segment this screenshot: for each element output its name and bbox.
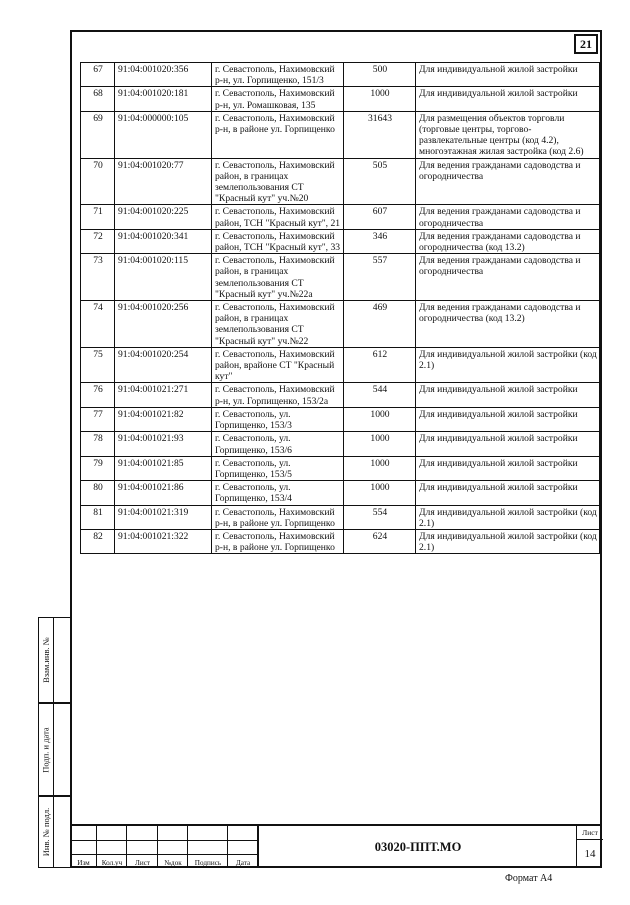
- sheet-label: Лист: [577, 828, 603, 840]
- row-number-cell: 75: [81, 347, 115, 383]
- tb-header-ndok: №док: [164, 859, 182, 867]
- sheet-cell: [576, 826, 603, 868]
- table-row: [81, 456, 600, 480]
- table-row: [81, 63, 600, 87]
- address-cell: г. Севастополь, Нахимовский район, в границах землепользования СТ "Красный кут" уч.№20: [212, 158, 344, 205]
- strip-sign-date: [38, 703, 70, 796]
- address-cell: г. Севастополь, ул. Горпищенко, 153/4: [212, 481, 344, 505]
- strip-label-inv-orig: Инв. № подл.: [41, 807, 51, 857]
- cadastral-number-cell: 91:04:001020:356: [115, 63, 212, 87]
- table-row: [81, 529, 600, 553]
- document-code: 03020-ППТ.МО: [258, 826, 577, 868]
- permitted-use-cell: Для индивидуальной жилой застройки: [416, 407, 600, 431]
- row-number-cell: 76: [81, 383, 115, 407]
- cadastral-number-cell: 91:04:001020:115: [115, 254, 212, 301]
- area-value-cell: 557: [344, 254, 416, 301]
- cadastral-number-cell: 91:04:000000:105: [115, 111, 212, 158]
- area-value-cell: 624: [344, 529, 416, 553]
- table-row: [81, 301, 600, 348]
- table-row: [81, 87, 600, 111]
- permitted-use-cell: Для ведения гражданами садоводства и огородничества: [416, 205, 600, 229]
- cadastral-number-cell: 91:04:001020:256: [115, 301, 212, 348]
- cadastral-number-cell: 91:04:001020:341: [115, 229, 212, 253]
- strip-label-sign-date: Подп. и дата: [41, 726, 52, 773]
- cadastral-number-cell: 91:04:001021:319: [115, 505, 212, 529]
- permitted-use-cell: Для индивидуальной жилой застройки: [416, 432, 600, 456]
- cadastral-number-cell: 91:04:001021:86: [115, 481, 212, 505]
- permitted-use-cell: Для ведения гражданами садоводства и огородничества (код 13.2): [416, 229, 600, 253]
- area-value-cell: 1000: [344, 407, 416, 431]
- permitted-use-cell: Для индивидуальной жилой застройки (код 2.1): [416, 347, 600, 383]
- cadastral-number-cell: 91:04:001021:82: [115, 407, 212, 431]
- permitted-use-cell: Для индивидуальной жилой застройки (код 2.1): [416, 529, 600, 553]
- table-row: [81, 229, 600, 253]
- title-block-grid: [70, 826, 258, 868]
- cadastral-number-cell: 91:04:001021:322: [115, 529, 212, 553]
- table-row: [81, 111, 600, 158]
- table-row: [81, 254, 600, 301]
- address-cell: г. Севастополь, Нахимовский р-н, в районе ул. Горпищенко: [212, 505, 344, 529]
- address-cell: г. Севастополь, Нахимовский р-н, ул. Горпищенко, 151/3: [212, 63, 344, 87]
- address-cell: г. Севастополь, Нахимовский район, в границах землепользования СТ "Красный кут" уч.№22а: [212, 254, 344, 301]
- area-value-cell: 469: [344, 301, 416, 348]
- cadastral-number-cell: 91:04:001021:93: [115, 432, 212, 456]
- tb-header-date: Дата: [235, 859, 251, 867]
- cadastral-number-cell: 91:04:001021:271: [115, 383, 212, 407]
- area-value-cell: 607: [344, 205, 416, 229]
- table-row: [81, 347, 600, 383]
- address-cell: г. Севастополь, Нахимовский р-н, ул. Горпищенко, 153/2а: [212, 383, 344, 407]
- permitted-use-cell: Для размещения объектов торговли (торговые центры, торгово-развлекательные центры (код 4.2), многоэтажная жилая застройка (код 2.6): [416, 111, 600, 158]
- table-row: [81, 432, 600, 456]
- table-row: [81, 205, 600, 229]
- row-number-cell: 81: [81, 505, 115, 529]
- row-number-cell: 77: [81, 407, 115, 431]
- permitted-use-cell: Для ведения гражданами садоводства и огородничества: [416, 254, 600, 301]
- row-number-cell: 72: [81, 229, 115, 253]
- permitted-use-cell: Для ведения гражданами садоводства и огородничества (код 13.2): [416, 301, 600, 348]
- address-cell: г. Севастополь, Нахимовский район, ТСН "Красный кут", 33: [212, 229, 344, 253]
- row-number-cell: 80: [81, 481, 115, 505]
- area-value-cell: 1000: [344, 432, 416, 456]
- table-body: [81, 63, 600, 554]
- format-label: Формат А4: [505, 873, 553, 884]
- cadastral-number-cell: 91:04:001020:181: [115, 87, 212, 111]
- row-number-cell: 82: [81, 529, 115, 553]
- table-row: [81, 505, 600, 529]
- row-number-cell: 79: [81, 456, 115, 480]
- address-cell: г. Севастополь, Нахимовский район, в границах землепользования СТ "Красный кут" уч.№22: [212, 301, 344, 348]
- table-row: [81, 481, 600, 505]
- tb-header-sign: Подпись: [194, 859, 222, 867]
- area-value-cell: 346: [344, 229, 416, 253]
- area-value-cell: 544: [344, 383, 416, 407]
- title-block: [70, 824, 602, 868]
- row-number-cell: 78: [81, 432, 115, 456]
- area-value-cell: 1000: [344, 456, 416, 480]
- area-value-cell: 612: [344, 347, 416, 383]
- permitted-use-cell: Для индивидуальной жилой застройки: [416, 87, 600, 111]
- cadastral-number-cell: 91:04:001021:85: [115, 456, 212, 480]
- row-number-cell: 71: [81, 205, 115, 229]
- table-row: [81, 383, 600, 407]
- sheet-number: 14: [584, 848, 596, 860]
- table-row: [81, 407, 600, 431]
- tb-header-izm: Изм: [77, 859, 90, 867]
- address-cell: г. Севастополь, Нахимовский район, врайоне СТ "Красный кут": [212, 347, 344, 383]
- row-number-cell: 67: [81, 63, 115, 87]
- address-cell: г. Севастополь, ул. Горпищенко, 153/6: [212, 432, 344, 456]
- table-row: [81, 158, 600, 205]
- page-number-box: [574, 34, 598, 54]
- address-cell: г. Севастополь, Нахимовский р-н, в районе ул. Горпищенко: [212, 111, 344, 158]
- permitted-use-cell: Для индивидуальной жилой застройки: [416, 63, 600, 87]
- strip-inv-orig: [38, 796, 70, 868]
- address-cell: г. Севастополь, ул. Горпищенко, 153/3: [212, 407, 344, 431]
- area-value-cell: 1000: [344, 87, 416, 111]
- row-number-cell: 73: [81, 254, 115, 301]
- area-value-cell: 554: [344, 505, 416, 529]
- cadastral-number-cell: 91:04:001020:77: [115, 158, 212, 205]
- page-number: 21: [580, 36, 592, 51]
- row-number-cell: 74: [81, 301, 115, 348]
- address-cell: г. Севастополь, ул. Горпищенко, 153/5: [212, 456, 344, 480]
- permitted-use-cell: Для ведения гражданами садоводства и огородничества: [416, 158, 600, 205]
- row-number-cell: 69: [81, 111, 115, 158]
- address-cell: г. Севастополь, Нахимовский район, ТСН "Красный кут", 21: [212, 205, 344, 229]
- permitted-use-cell: Для индивидуальной жилой застройки (код 2.1): [416, 505, 600, 529]
- tb-header-kol: Кол.уч: [101, 859, 123, 867]
- area-value-cell: 1000: [344, 481, 416, 505]
- permitted-use-cell: Для индивидуальной жилой застройки: [416, 481, 600, 505]
- permitted-use-cell: Для индивидуальной жилой застройки: [416, 456, 600, 480]
- row-number-cell: 68: [81, 87, 115, 111]
- address-cell: г. Севастополь, Нахимовский р-н, ул. Ромашковая, 135: [212, 87, 344, 111]
- permitted-use-cell: Для индивидуальной жилой застройки: [416, 383, 600, 407]
- cadastral-number-cell: 91:04:001020:254: [115, 347, 212, 383]
- cadastral-number-cell: 91:04:001020:225: [115, 205, 212, 229]
- address-cell: г. Севастополь, Нахимовский р-н, в районе ул. Горпищенко: [212, 529, 344, 553]
- strip-inv-replace: [38, 617, 70, 703]
- area-value-cell: 500: [344, 63, 416, 87]
- area-value-cell: 31643: [344, 111, 416, 158]
- land-plots-table: [80, 62, 600, 554]
- strip-label-inv-replace: Взам.инв. №: [41, 637, 51, 683]
- row-number-cell: 70: [81, 158, 115, 205]
- tb-header-list: Лист: [134, 859, 151, 867]
- area-value-cell: 505: [344, 158, 416, 205]
